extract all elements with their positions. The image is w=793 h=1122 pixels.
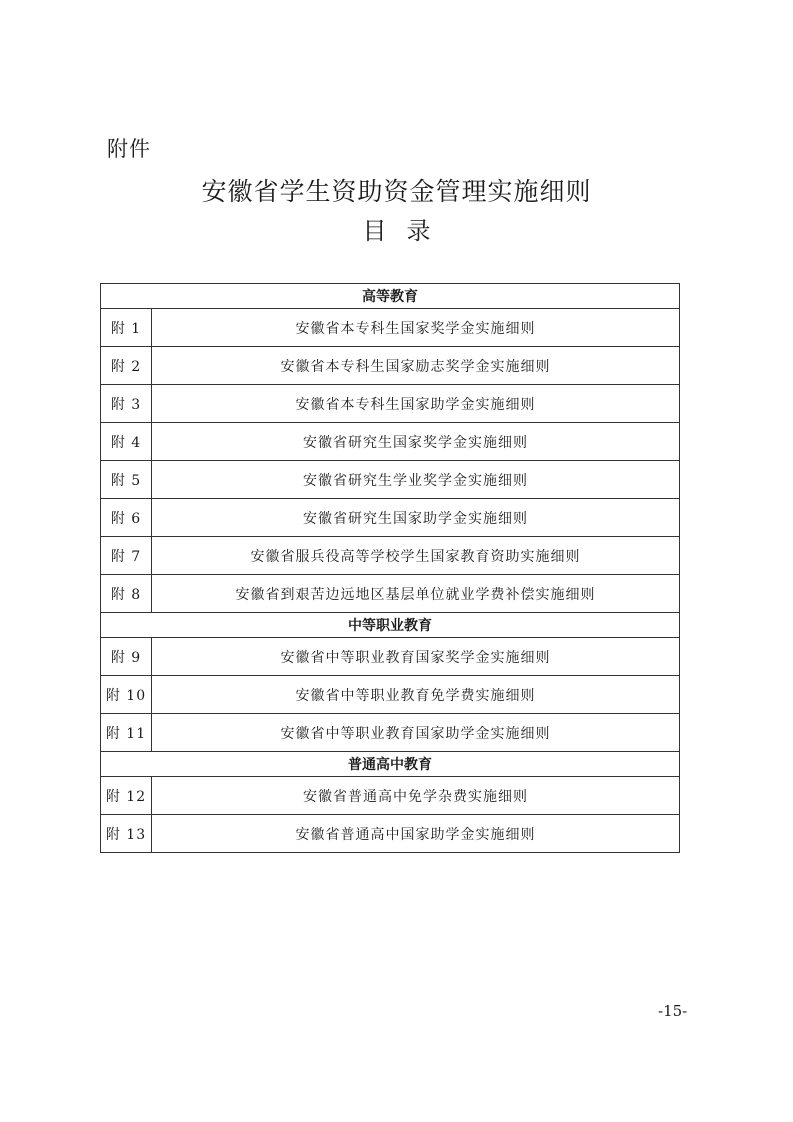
toc-entry-title: 安徽省本专科生国家助学金实施细则 (152, 385, 680, 423)
toc-entry-row (101, 537, 680, 575)
toc-entry-number: 附 1 (101, 309, 152, 347)
toc-entry-title: 安徽省服兵役高等学校学生国家教育资助实施细则 (152, 537, 680, 575)
toc-table (100, 283, 680, 853)
toc-entry-row (101, 423, 680, 461)
toc-entry-number: 附 9 (101, 638, 152, 676)
toc-entry-row (101, 461, 680, 499)
toc-entry-row (101, 638, 680, 676)
page-number: -15- (658, 1002, 688, 1020)
attachment-label: 附件 (107, 137, 151, 161)
toc-entry-number: 附 11 (101, 714, 152, 752)
toc-entry-row (101, 777, 680, 815)
toc-entry-title: 安徽省本专科生国家奖学金实施细则 (152, 309, 680, 347)
toc-entry-number: 附 12 (101, 777, 152, 815)
toc-section-row (101, 613, 680, 638)
toc-entry-row (101, 347, 680, 385)
toc-entry-title: 安徽省研究生国家助学金实施细则 (152, 499, 680, 537)
toc-entry-row (101, 309, 680, 347)
toc-entry-title: 安徽省中等职业教育免学费实施细则 (152, 676, 680, 714)
toc-entry-title: 安徽省本专科生国家励志奖学金实施细则 (152, 347, 680, 385)
toc-entry-number: 附 10 (101, 676, 152, 714)
toc-section-row (101, 284, 680, 309)
toc-entry-row (101, 575, 680, 613)
toc-entry-row (101, 815, 680, 853)
toc-entry-number: 附 8 (101, 575, 152, 613)
toc-section-row (101, 752, 680, 777)
toc-section-heading: 中等职业教育 (101, 613, 680, 638)
toc-entry-title: 安徽省中等职业教育国家奖学金实施细则 (152, 638, 680, 676)
toc-entry-number: 附 4 (101, 423, 152, 461)
toc-entry-title: 安徽省普通高中国家助学金实施细则 (152, 815, 680, 853)
toc-entry-title: 安徽省到艰苦边远地区基层单位就业学费补偿实施细则 (152, 575, 680, 613)
toc-entry-row (101, 499, 680, 537)
toc-entry-row (101, 714, 680, 752)
toc-entry-number: 附 2 (101, 347, 152, 385)
toc-entry-row (101, 676, 680, 714)
toc-entry-title: 安徽省研究生学业奖学金实施细则 (152, 461, 680, 499)
document-title: 安徽省学生资助资金管理实施细则 (201, 177, 592, 206)
toc-entry-row (101, 385, 680, 423)
toc-heading: 目录 (362, 217, 451, 245)
toc-section-heading: 高等教育 (101, 284, 680, 309)
toc-entry-number: 附 3 (101, 385, 152, 423)
toc-section-heading: 普通高中教育 (101, 752, 680, 777)
toc-entry-number: 附 6 (101, 499, 152, 537)
toc-entry-number: 附 5 (101, 461, 152, 499)
toc-entry-title: 安徽省普通高中免学杂费实施细则 (152, 777, 680, 815)
toc-entry-number: 附 13 (101, 815, 152, 853)
toc-entry-title: 安徽省研究生国家奖学金实施细则 (152, 423, 680, 461)
toc-entry-title: 安徽省中等职业教育国家助学金实施细则 (152, 714, 680, 752)
toc-entry-number: 附 7 (101, 537, 152, 575)
